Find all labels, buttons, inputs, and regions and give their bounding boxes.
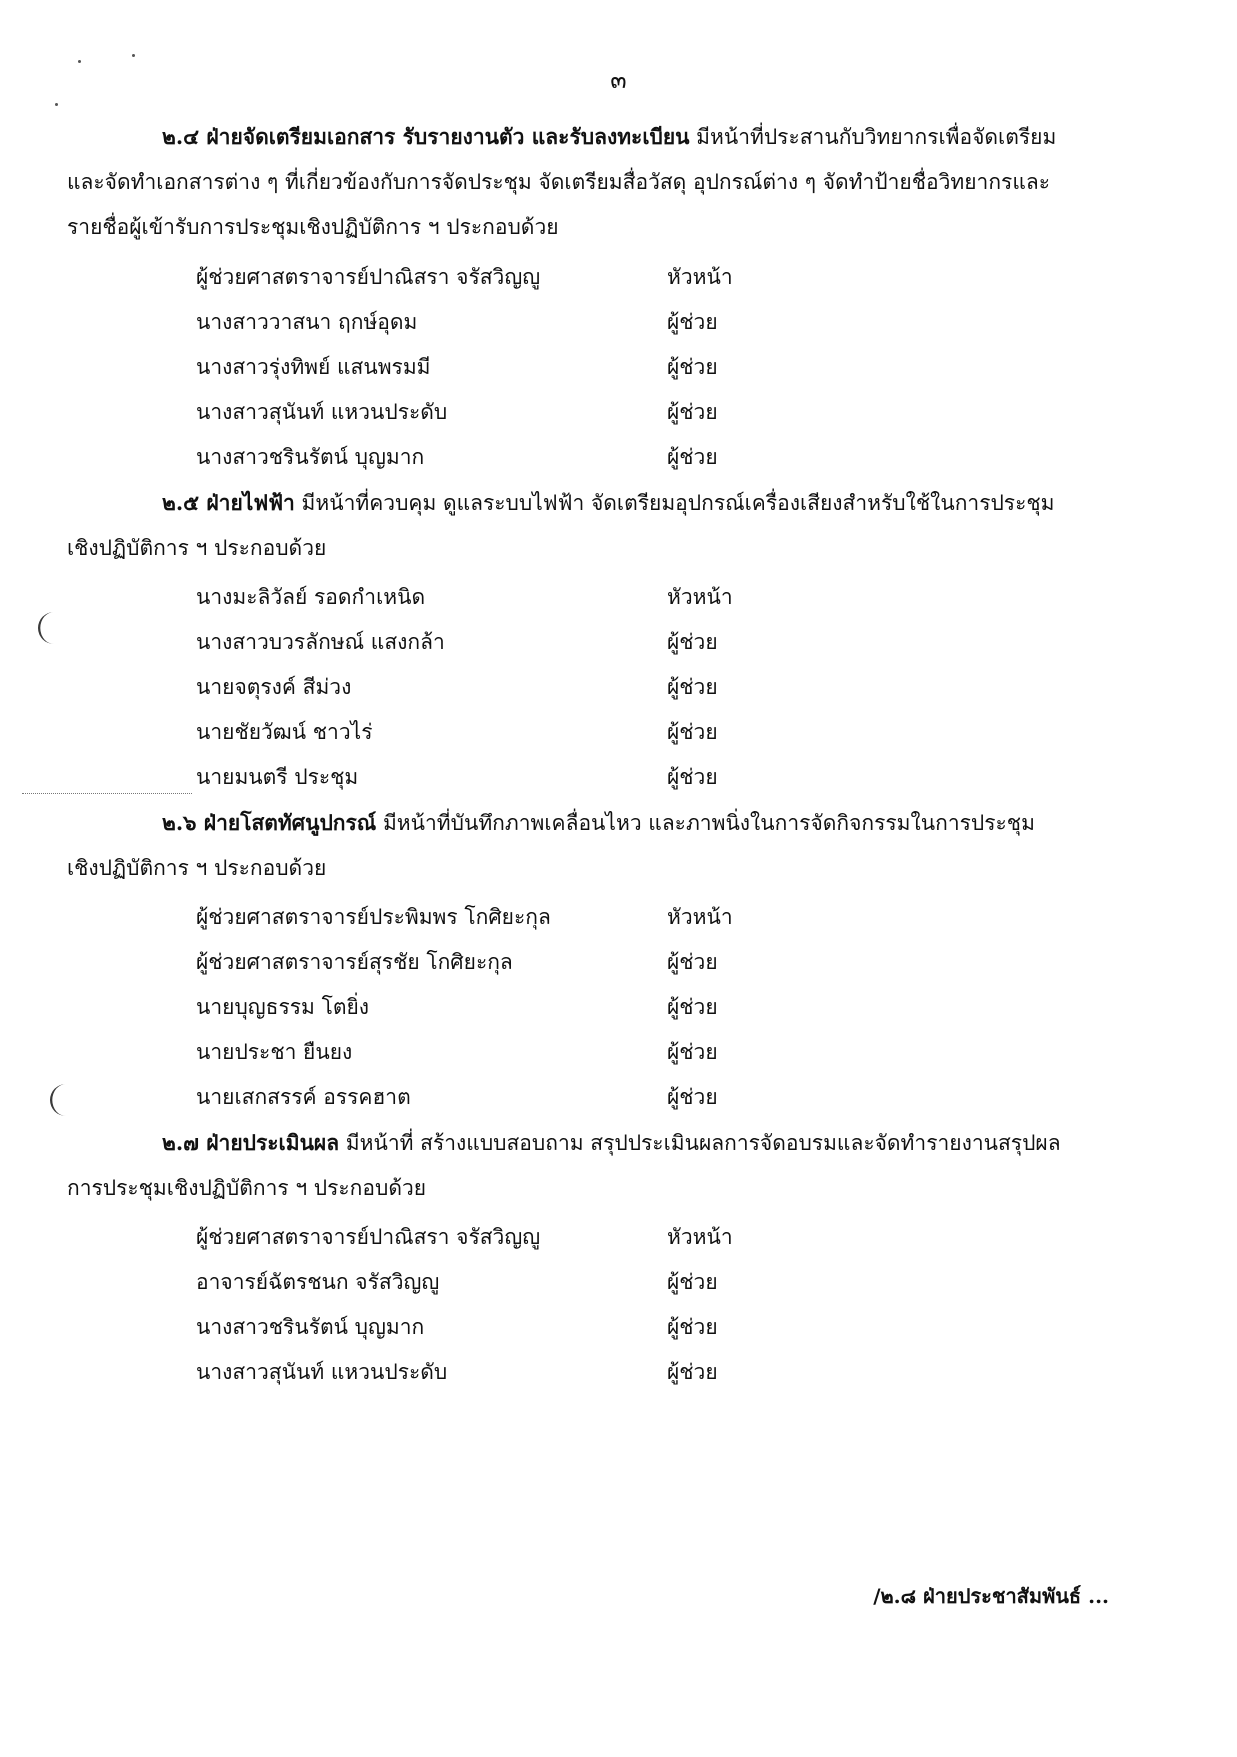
section-heading: ๒.๕ ฝ่ายไฟฟ้า: [162, 490, 295, 515]
member-role: ผู้ช่วย: [667, 765, 718, 789]
member-row: [196, 1350, 1046, 1394]
punch-hole-icon: [28, 608, 68, 648]
member-role: ผู้ช่วย: [667, 1085, 718, 1109]
member-row: [196, 575, 1046, 619]
member-role: หัวหน้า: [667, 585, 733, 609]
section-heading: ๒.๖ ฝ่ายโสตทัศนูปกรณ์: [162, 810, 377, 835]
paragraph-line: เชิงปฏิบัติการ ฯ ประกอบด้วย: [67, 536, 327, 560]
section-paragraph: [67, 114, 1107, 250]
paragraph-line: และจัดทำเอกสารต่าง ๆ ที่เกี่ยวข้องกับการจัดประชุม จัดเตรียมสื่อวัสดุ อุปกรณ์ต่าง ๆ จัดทำป้ายชื่อวิทยากรและ: [67, 170, 1051, 194]
member-row: [196, 255, 1046, 299]
paragraph-line: เชิงปฏิบัติการ ฯ ประกอบด้วย: [67, 856, 327, 880]
member-role: ผู้ช่วย: [667, 995, 718, 1019]
scan-artifact-line: [22, 793, 192, 794]
member-row: [196, 620, 1046, 664]
paragraph-line: รายชื่อผู้เข้ารับการประชุมเชิงปฏิบัติการ ฯ ประกอบด้วย: [67, 215, 559, 239]
member-row: [196, 1305, 1046, 1349]
member-row: [196, 435, 1046, 479]
member-role: หัวหน้า: [667, 905, 733, 929]
member-role: ผู้ช่วย: [667, 445, 718, 469]
member-row: [196, 1030, 1046, 1074]
paragraph-first-line: [67, 480, 1107, 526]
continuation-footer: /๒.๘ ฝ่ายประชาสัมพันธ์ ...: [873, 1584, 1109, 1608]
paragraph-first-line: [67, 114, 1107, 160]
member-name: นางสาวรุ่งทิพย์ แสนพรมมี: [196, 355, 431, 379]
member-role: ผู้ช่วย: [667, 720, 718, 744]
member-row: [196, 665, 1046, 709]
member-row: [196, 710, 1046, 754]
member-row: [196, 1215, 1046, 1259]
member-role: ผู้ช่วย: [667, 675, 718, 699]
member-role: หัวหน้า: [667, 265, 733, 289]
member-name: นายประชา ยืนยง: [196, 1040, 353, 1064]
member-name: นางมะลิวัลย์ รอดกำเหนิด: [196, 585, 426, 609]
member-role: ผู้ช่วย: [667, 1360, 718, 1384]
paragraph-text: มีหน้าที่ สร้างแบบสอบถาม สรุปประเมินผลการจัดอบรมและจัดทำรายงานสรุปผล: [345, 1131, 1061, 1155]
member-name: นางสาวสุนันท์ แหวนประดับ: [196, 1360, 448, 1384]
member-name: นายชัยวัฒน์ ชาวไร่: [196, 720, 373, 744]
member-name: ผู้ช่วยศาสตราจารย์ปาณิสรา จรัสวิญญู: [196, 1225, 541, 1249]
member-role: หัวหน้า: [667, 1225, 733, 1249]
member-role: ผู้ช่วย: [667, 355, 718, 379]
member-name: นายเสกสรรค์ อรรคฮาต: [196, 1085, 411, 1109]
punch-hole-icon: [40, 1080, 80, 1120]
member-role: ผู้ช่วย: [667, 1315, 718, 1339]
member-name: ผู้ช่วยศาสตราจารย์ประพิมพร โกศิยะกุล: [196, 905, 551, 929]
member-role: ผู้ช่วย: [667, 400, 718, 424]
scan-speck: [55, 103, 58, 106]
member-name: ผู้ช่วยศาสตราจารย์สุรชัย โกศิยะกุล: [196, 950, 513, 974]
member-role: ผู้ช่วย: [667, 1270, 718, 1294]
member-name: นางสาวสุนันท์ แหวนประดับ: [196, 400, 448, 424]
member-name: นางสาวชรินรัตน์ บุญมาก: [196, 445, 425, 469]
member-role: ผู้ช่วย: [667, 630, 718, 654]
member-role: ผู้ช่วย: [667, 1040, 718, 1064]
section-paragraph: [67, 480, 1107, 571]
paragraph-text: มีหน้าที่ควบคุม ดูแลระบบไฟฟ้า จัดเตรียมอุปกรณ์เครื่องเสียงสำหรับใช้ในการประชุม: [301, 491, 1055, 515]
member-row: [196, 345, 1046, 389]
member-name: อาจารย์ฉัตรชนก จรัสวิญญู: [196, 1270, 440, 1294]
member-row: [196, 755, 1046, 799]
member-name: นายจตุรงค์ สีม่วง: [196, 675, 352, 699]
member-row: [196, 390, 1046, 434]
section-heading: ๒.๗ ฝ่ายประเมินผล: [162, 1130, 340, 1155]
paragraph-text: มีหน้าที่ประสานกับวิทยากรเพื่อจัดเตรียม: [696, 125, 1057, 149]
member-name: ผู้ช่วยศาสตราจารย์ปาณิสรา จรัสวิญญู: [196, 265, 541, 289]
member-row: [196, 895, 1046, 939]
page-number: ๓: [610, 66, 627, 94]
member-role: ผู้ช่วย: [667, 310, 718, 334]
section-paragraph: [67, 1120, 1107, 1211]
member-row: [196, 1260, 1046, 1304]
member-row: [196, 985, 1046, 1029]
paragraph-line: การประชุมเชิงปฏิบัติการ ฯ ประกอบด้วย: [67, 1176, 427, 1200]
section-paragraph: [67, 800, 1107, 891]
member-name: นางสาววาสนา ฤกษ์อุดม: [196, 310, 418, 334]
paragraph-first-line: [67, 800, 1107, 846]
member-name: นายมนตรี ประชุม: [196, 765, 359, 789]
member-row: [196, 1075, 1046, 1119]
member-role: ผู้ช่วย: [667, 950, 718, 974]
member-name: นางสาวบวรลักษณ์ แสงกล้า: [196, 630, 445, 654]
member-row: [196, 300, 1046, 344]
section-heading: ๒.๔ ฝ่ายจัดเตรียมเอกสาร รับรายงานตัว และรับลงทะเบียน: [162, 124, 690, 149]
member-name: นางสาวชรินรัตน์ บุญมาก: [196, 1315, 425, 1339]
paragraph-first-line: [67, 1120, 1107, 1166]
member-name: นายบุญธรรม โตยิ่ง: [196, 995, 370, 1019]
paragraph-text: มีหน้าที่บันทึกภาพเคลื่อนไหว และภาพนิ่งในการจัดกิจกรรมในการประชุม: [382, 811, 1035, 835]
scan-speck: [132, 54, 135, 57]
member-row: [196, 940, 1046, 984]
